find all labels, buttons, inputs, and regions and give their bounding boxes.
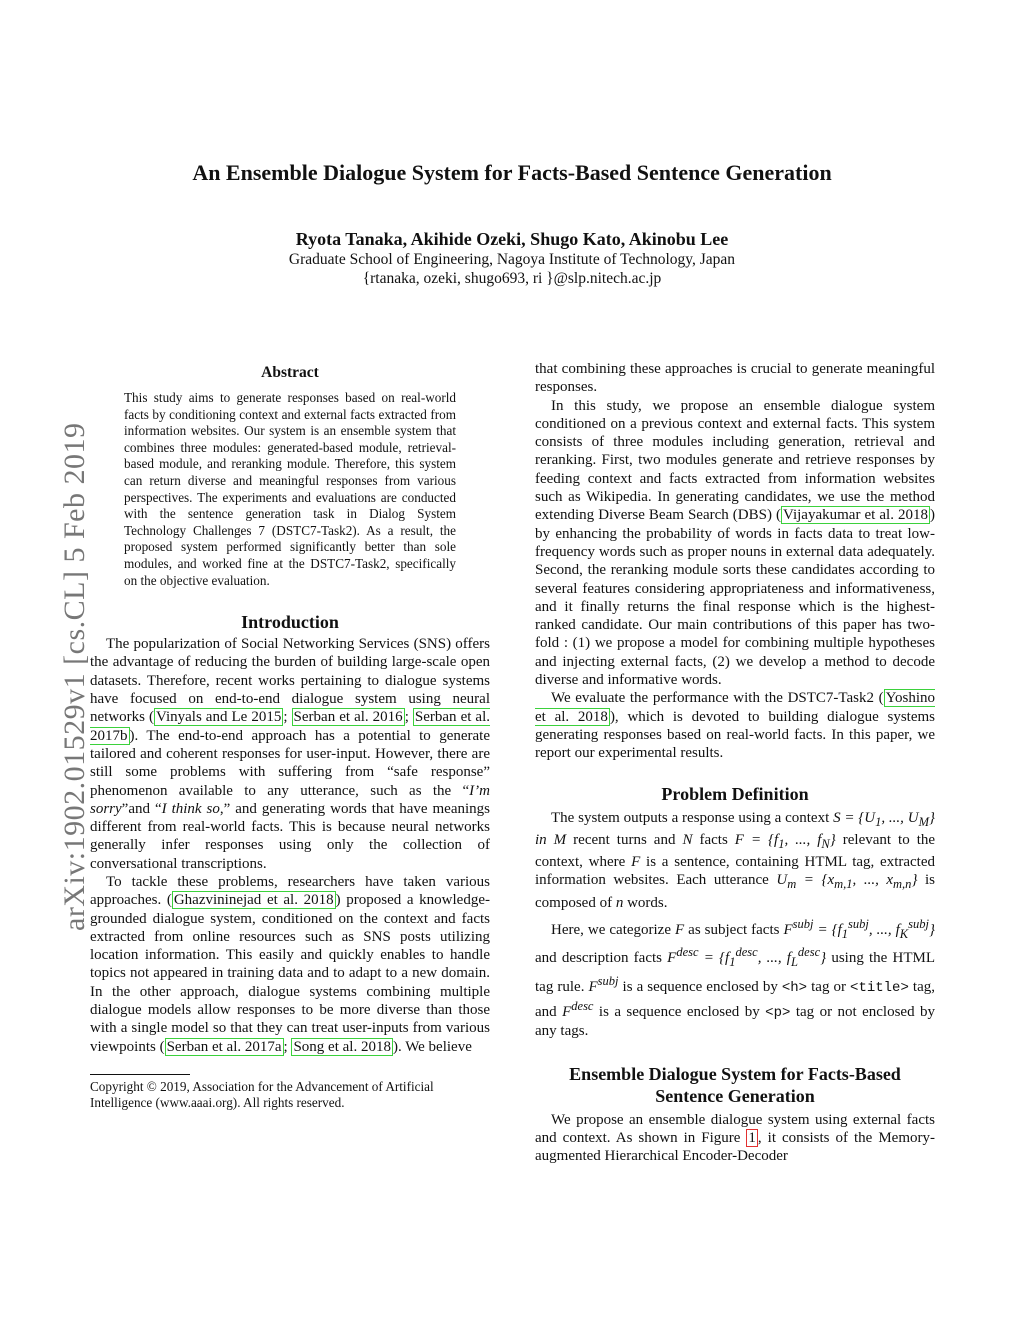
text-run: The system outputs a response using a context — [551, 809, 834, 826]
paper-title: An Ensemble Dialogue System for Facts-Based Sentence Generation — [192, 160, 832, 185]
text-run: We evaluate the performance with the DSTC7-Task2 ( — [551, 690, 884, 707]
text-run: is composed of — [535, 872, 935, 911]
text-run: relevant to the context, where — [535, 831, 936, 871]
citation-link[interactable]: Serban et al. 2016 — [293, 709, 403, 726]
left-column — [90, 360, 490, 1111]
text-run: tag, and — [535, 978, 935, 1020]
citation-link[interactable]: Vinyals and Le 2015 — [156, 709, 282, 726]
text-run: ) by enhancing the probability of words in facts data to treat low-frequency words such as proper nouns in external data adequately. Second, the reranking module sorts these candidates according to several features considering appropriateness and informativeness, and it finally returns the final response which is the highest-ranked candidate. Our main contributions of this paper has two-fold : (1) we propose a model for combining multiple hypotheses and injecting external facts, (2) we develop a method to decode diverse and informative words. — [535, 507, 935, 689]
ensemble-paragraph-1 — [535, 1111, 935, 1166]
problem-paragraph-1 — [535, 809, 935, 912]
text-run: tag or not enclosed by any tags. — [535, 1003, 935, 1040]
math-fsubj-set: $F^{subj} = \{f_1^{subj}$, ..., $f_K^{subj}$} — [783, 917, 935, 942]
email: {rtanaka, ozeki, shugo693, ri }@slp.nitech.ac.jp — [362, 270, 662, 287]
text-run: is a sequence enclosed by — [593, 1003, 766, 1020]
intro-paragraph-1: The popularization of Social Networking Services (SNS) offers the advantage of reducing the burden of building large-scale open datasets. Therefore, recent works pertaining to dialogue systems have focused on end-to-end dialogue system using neural networks ( Vinyals and Le 2015 ; Serban et al. 2016 ; Serban et al. 2017b ). The end-to-end approach has a potential to generate tailored and coherent responses for user-input. However, there are still some problems with suffering from “safe response” phenomenon available to any utterance, such as the “I’m sorry”and “I think so,” and generating words that have meanings different from real-world facts. This is because neural networks generally infer responses using only the collection of conversational transcriptions. — [90, 636, 490, 872]
abstract-text: This study aims to generate responses based on real-world facts by conditioning context and external facts extracted from information websites. Our system is an ensemble system that combines three modules: generated-based module, retrieval-based module, and reranking module. Therefore, this system can return diverse and meaningful responses from various perspectives. The experiments and evaluations are conducted with the sentence generation task in Dialog System Technology Challenges 7 (DSTC7-Task2). As a result, the proposed system performed significantly better than sole modules, and worked fine at the DSTC7-Task2, specifically on the objective evaluation. — [124, 390, 456, 588]
math-facts: $F = \{f_1$, ..., $f_N$} — [734, 831, 836, 851]
intro-paragraph-2: To tackle these problems, researchers have taken various approaches. ( Ghazvininejad et al. 2018 ) proposed a knowledge-grounded dialogue system, conditioned on the context and facts extracted from online resources such as SNS posts utilizing location information. This easily and quickly enables to handle topics not appeared in training data and to adapt to a new domain. In the other approach, dialogue systems combining multiple dialogue models allow responses to be more diverse than those with a single model so that they can treat user-inputs from various viewpoints ( Serban et al. 2017a ; Song et al. 2018 ). We believe — [90, 873, 490, 1055]
text-run: We propose an ensemble dialogue system using external facts and context. As shown in Figure — [535, 1111, 935, 1146]
citation-link[interactable]: Serban et al. 2017b — [90, 709, 490, 744]
text-run: as subject facts — [684, 922, 784, 939]
text-run-italic: I think so — [161, 800, 220, 817]
math-f: F — [675, 922, 685, 939]
math-fdesc-set: $F^{desc} = \{f_1^{desc}$, ..., $f_L^{desc}$} — [667, 945, 827, 970]
math-fdesc: $F^{desc}$ — [562, 998, 594, 1020]
text-run: recent turns and — [566, 831, 683, 848]
text-run: facts — [692, 831, 735, 848]
math-context: $S = \{U_1$, ..., $U_M$} in M — [535, 809, 935, 848]
math-utterance: $U_m = \{x_{m,1}$, ..., $x_{m,n}$} — [776, 872, 918, 892]
right-paragraph-2 — [535, 689, 935, 762]
arxiv-stamp: arXiv:1902.01529v1 [cs.CL] 5 Feb 2019 — [58, 422, 91, 931]
text-run: ). We believe — [392, 1038, 472, 1055]
paper-affiliation-block — [0, 250, 1024, 288]
text-run: ,” and generating words that have meanings different from real-world facts. This is because neural networks generally infer responses using only the collection of conversational transcriptions. — [90, 800, 490, 872]
math-n-small: n — [615, 894, 624, 911]
text-run: In this study, we propose an ensemble dialogue system conditioned on a previous context and external facts. This system consists of three modules including generation, retrieval and reranking. First, two modules generate and retrieve responses by feeding context and facts extracted from information websites such as Wikipedia. In generating candidates, we use the method extending Diverse Beam Search (DBS) ( — [535, 397, 935, 524]
math-n: N — [682, 831, 693, 848]
text-run: is a sentence, containing HTML tag, extracted information websites. Each utterance — [535, 854, 936, 889]
affiliation: Graduate School of Engineering, Nagoya Institute of Technology, Japan — [288, 251, 736, 268]
figure-ref-link[interactable]: 1 — [748, 1129, 756, 1146]
text-run: , it consists of the Memory-augmented Hierarchical Encoder-Decoder — [535, 1129, 935, 1165]
html-tag-h: <h> — [781, 979, 808, 996]
html-tag-title: <title> — [850, 979, 909, 996]
right-paragraph-1 — [535, 397, 935, 690]
abstract-heading: Abstract — [261, 364, 319, 381]
text-run: To tackle these problems, researchers have taken various approaches. ( — [90, 873, 490, 909]
right-paragraph-0: that combining these approaches is crucial to generate meaningful responses. — [535, 361, 935, 396]
problem-definition-heading: Problem Definition — [661, 783, 809, 804]
text-run: ). The end-to-end approach has a potential to generate tailored and coherent responses for user-input. However, there are still some problems with suffering from “safe response” phenomenon available to any utterance, such as the “ — [90, 727, 490, 799]
text-run: and description facts — [535, 950, 668, 967]
copyright-footnote: Copyright © 2019, Association for the Advancement of Artificial Intelligence (www.aaai.org). All rights reserved. — [90, 1078, 434, 1110]
citation-link[interactable]: Yoshino et al. 2018 — [535, 690, 935, 725]
text-run: ”and “ — [121, 800, 162, 817]
text-run: is a sequence enclosed by — [618, 978, 782, 995]
math-f: F — [631, 854, 641, 871]
text-run: tag or — [807, 978, 851, 995]
text-run: ) proposed a knowledge-grounded dialogue system, conditioned on the context and facts extracted from online resources such as SNS posts utilizing location information. This easily and quickly enables to handle topics not appeared in training data and to adapt to a new domain. In the other approach, dialogue systems combining multiple dialogue models allow responses to be more diverse than those with a single model so that they can treat user-inputs from various viewpoints ( — [90, 892, 490, 1055]
citation-link[interactable]: Serban et al. 2017a — [166, 1038, 282, 1055]
citation-link[interactable]: Vijayakumar et al. 2018 — [783, 507, 928, 524]
ensemble-heading: Ensemble Dialogue System for Facts-Based Sentence Generation — [569, 1063, 901, 1106]
text-run: using the HTML tag rule. — [535, 950, 936, 995]
text-run: Here, we categorize — [551, 922, 675, 939]
right-column — [535, 360, 935, 1165]
text-run: The popularization of Social Networking Services (SNS) offers the advantage of reducing the burden of building large-scale open datasets. Therefore, recent works pertaining to dialogue systems have focused on end-to-end dialogue system using neural networks ( — [90, 636, 490, 726]
html-tag-p: <p> — [765, 1004, 791, 1021]
citation-link[interactable]: Song et al. 2018 — [293, 1038, 391, 1055]
problem-paragraph-2 — [535, 915, 935, 1040]
paper-authors: Ryota Tanaka, Akihide Ozeki, Shugo Kato, Akinobu Lee — [295, 229, 729, 249]
math-fsubj: $F^{subj}$ — [588, 973, 619, 995]
citation-link[interactable]: Ghazvininejad et al. 2018 — [173, 892, 334, 909]
footnote-rule — [90, 1074, 190, 1075]
text-run-italic: I’m sorry — [90, 782, 490, 817]
text-run: words. — [623, 894, 668, 911]
text-run: ), which is devoted to building dialogue systems generating responses based on real-world facts. In this paper, we report our experimental results. — [535, 708, 936, 762]
introduction-heading: Introduction — [241, 612, 339, 633]
